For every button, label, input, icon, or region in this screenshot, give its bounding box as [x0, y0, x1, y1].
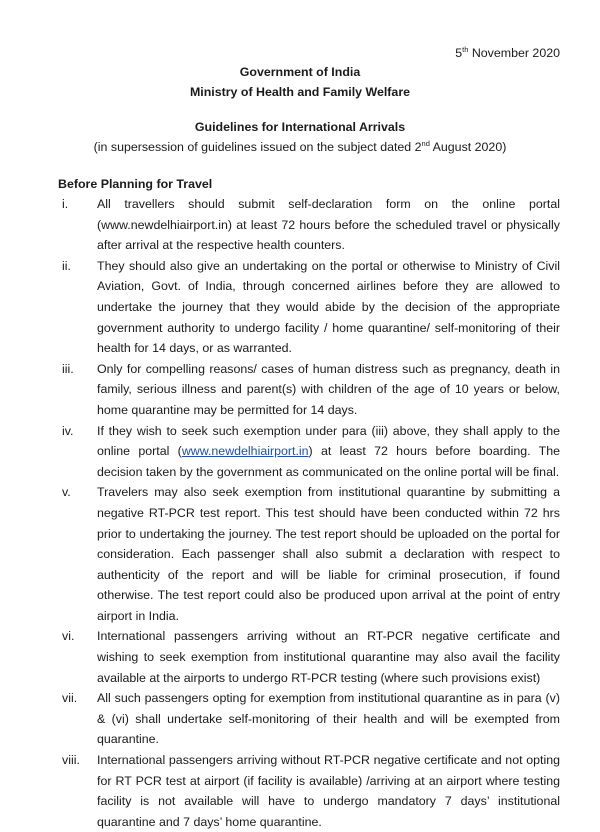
item-text-before-link: If they wish to seek such exemption under para (iii) above, they shall apply to the online portal (	[97, 423, 560, 459]
list-item	[58, 626, 560, 688]
item-numeral: viii.	[62, 753, 80, 768]
item-text-after-link: ) at least 72 hours before boarding. The decision taken by the government as communicated on the online portal will be final.	[97, 444, 561, 479]
item-text	[97, 421, 560, 483]
guidelines-list	[58, 194, 560, 832]
item-numeral: vii.	[62, 691, 78, 706]
list-item	[58, 421, 560, 483]
document-title: Guidelines for International Arrivals	[194, 120, 406, 134]
item-numeral: i.	[62, 197, 69, 211]
date-month-year: November 2020	[468, 46, 560, 60]
list-item	[58, 688, 560, 750]
item-text: Only for compelling reasons/ cases of human distress such as pregnancy, death in family, serious illness and parent(s) with children of the age of 10 years or below, home quarantine may be permitted for 14 days.	[97, 361, 560, 417]
subtitle-suffix: nd	[421, 139, 430, 148]
list-item	[58, 750, 560, 832]
section-heading: Before Planning for Travel	[58, 177, 213, 191]
item-numeral: ii.	[62, 258, 71, 273]
item-numeral: iv.	[62, 423, 74, 438]
item-numeral: iii.	[62, 361, 74, 376]
item-text: International passengers arriving without RT-PCR negative certificate and not opting for RT PCR test at airport (if facility is available) /arriving at an airport where testing facility is not available will have to undergo mandatory 7 days’ institutional quarantine and 7 days’ home quarantine.	[97, 753, 560, 829]
item-numeral: vi.	[62, 629, 75, 644]
document-subtitle	[0, 137, 600, 158]
list-item	[58, 482, 560, 626]
portal-link[interactable]: www.newdelhiairport.in	[181, 444, 309, 459]
list-item	[58, 256, 560, 359]
item-text: All travellers should submit self-declaration form on the online portal (www.newdelhiairport.in) at least 72 hours before the scheduled travel or physically after arrival at the respective health counters.	[97, 197, 560, 253]
item-numeral: v.	[62, 485, 71, 500]
item-text: International passengers arriving without an RT-PCR negative certificate and wishing to seek exemption from institutional quarantine may also avail the facility available at the airports to undergo RT-PCR testing (where such provisions exist)	[97, 629, 560, 685]
date-suffix: th	[462, 45, 469, 54]
item-text: They should also give an undertaking on the portal or otherwise to Ministry of Civil Aviation, Govt. of India, through concerned airlines before they are allowed to undertake the journey that they would abide by the decision of the appropriate government authority to undergo facility / home quarantine/ self-monitoring of their health for 14 days, or as warranted.	[97, 258, 560, 356]
list-item	[58, 359, 560, 421]
government-heading: Government of India	[239, 65, 361, 79]
ministry-heading: Ministry of Health and Family Welfare	[189, 85, 411, 99]
item-text: Travelers may also seek exemption from institutional quarantine by submitting a negative RT-PCR test report. This test should have been conducted within 72 hrs prior to undertaking the journey. The test report should be uploaded on the portal for consideration. Each passenger shall also submit a declaration with respect to authenticity of the report and will be liable for criminal prosecution, if found otherwise. The test report could also be produced upon arrival at the point of entry airport in India.	[97, 485, 560, 623]
subtitle-text: (in supersession of guidelines issued on the subject dated 2	[93, 140, 422, 154]
subtitle-text-end: August 2020)	[429, 140, 507, 154]
list-item	[58, 194, 560, 256]
document-date	[455, 43, 560, 64]
item-text: All such passengers opting for exemption from institutional quarantine as in para (v) & (vi) shall undertake self-monitoring of their health and will be exempted from quarantine.	[97, 691, 560, 747]
date-day: 5	[455, 46, 463, 60]
